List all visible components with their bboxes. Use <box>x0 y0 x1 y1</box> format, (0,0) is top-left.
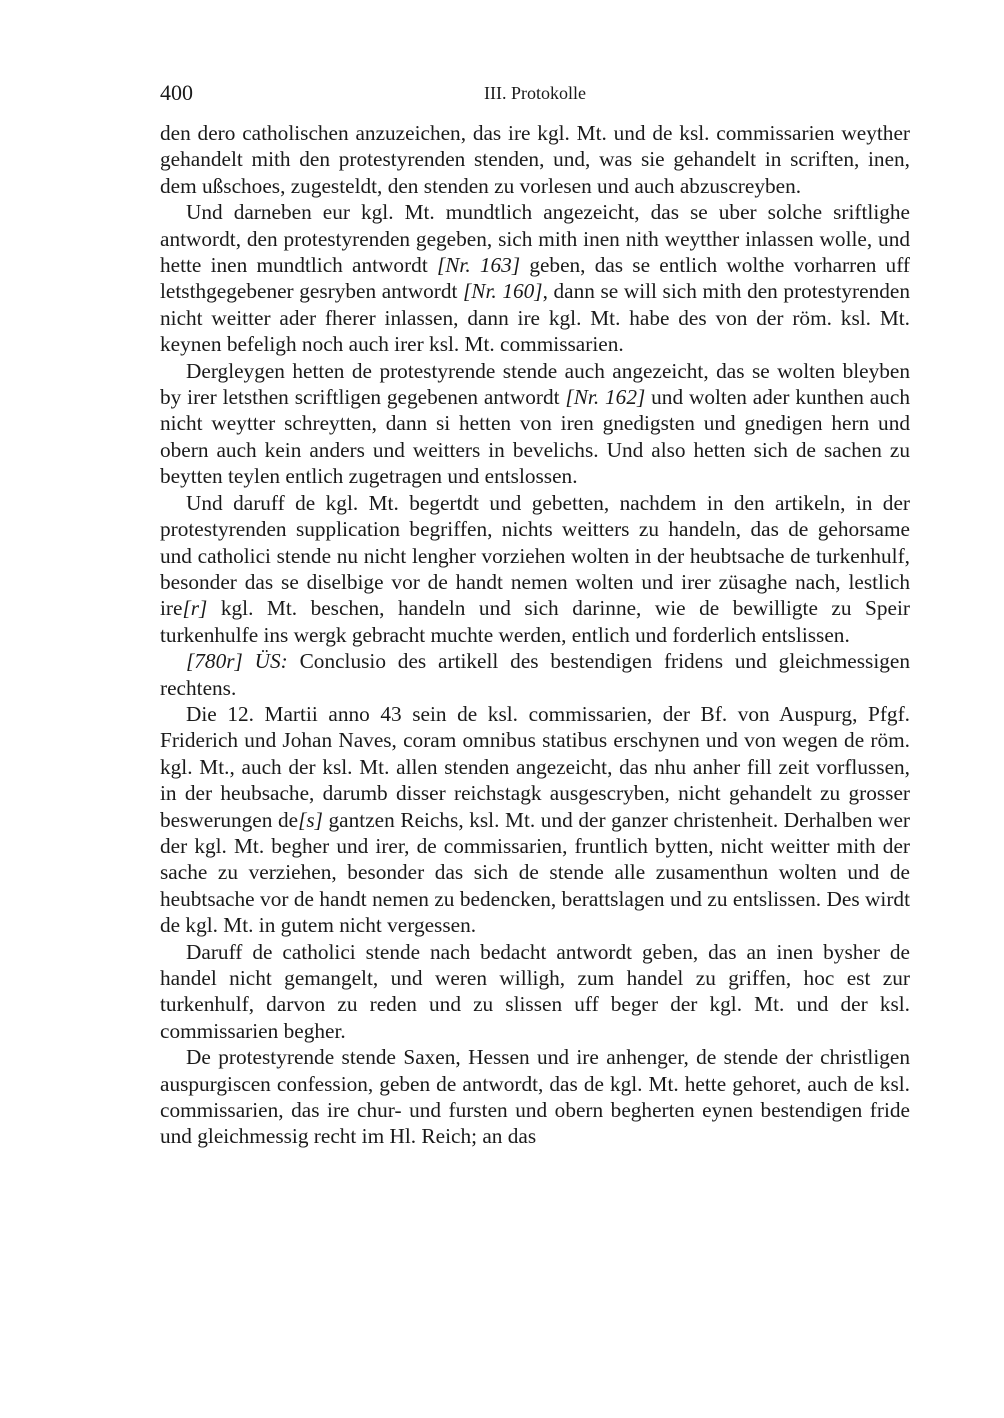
document-page <box>160 78 910 1150</box>
text-segment: De protestyrende stende Saxen, Hessen und ire anhenger, de stende der christligen auspurgiscen confession, geben de antwordt, das de kgl. Mt. hette gehoret, auch de ksl. commissarien, das ire chur- und fursten und obern begherten eynen bestendigen fride und gleichmessig recht im Hl. Reich; an das <box>160 1045 910 1149</box>
document-reference: [Nr. 160] <box>463 279 543 304</box>
paragraph <box>160 939 910 1045</box>
paragraph <box>160 490 910 648</box>
paragraph <box>160 358 910 490</box>
paragraph <box>160 648 910 701</box>
text-segment: Die 12. Martii anno 43 sein de ksl. commissarien, der Bf. von Auspurg, Pfgf. Friderich und Johan Naves, coram omnibus statibus erschynen und von wegen de röm. kgl. Mt., auch der ksl. Mt. allen stenden angezeicht, das nhu anher fill zeit vorflussen, in der heubsache, darumb disser reichstagk ausgescryben, nicht gehandelt zu grosser beswerungen de <box>160 701 910 832</box>
text-segment: , dann se will sich mith den protestyrenden nicht weitter ader fherer inlassen, dann ire kgl. Mt. habe des von der röm. ksl. Mt. keynen befeligh noch auch irer ksl. Mt. commissarien. <box>160 279 910 357</box>
paragraph <box>160 199 910 357</box>
text-segment: den dero catholischen anzuzeichen, das ire kgl. Mt. und de ksl. commissarien weyther gehandelt mith den protestyrenden stenden, und, was sie gehandelt in scriften, inen, dem ußschoes, zugesteldt, den stenden zu vorlesen und auch abzuscreyben. <box>160 121 910 198</box>
paragraph <box>160 1044 910 1150</box>
text-segment: gantzen Reichs, ksl. Mt. und der ganzer christenheit. Derhalben wer der kgl. Mt. begher und irer, de commissarien, fruntlich bytten, nicht weitter mith der sache zu verziehen, besonder das sich de stende alle zusamenthun wolten und de heubtsache vor de handt nemen zu bedencken, berattslagen und zu entslissen. Des wirdt de kgl. Mt. in gutem nicht vergessen. <box>160 807 910 938</box>
text-segment: Conclusio des artikell des bestendigen fridens und gleichmessigen rechtens. <box>160 649 910 700</box>
folio-marker: [780r] ÜS: <box>186 649 288 674</box>
text-segment: kgl. Mt. beschen, handeln und sich darinne, wie de bewilligte zu Speir turkenhulfe ins wergk gebracht muchte werden, entlich und forderlich entslissen. <box>160 596 910 647</box>
document-reference: [Nr. 163] <box>436 253 521 278</box>
document-reference: [Nr. 162] <box>565 385 646 410</box>
editorial-insertion: [r] <box>182 596 208 621</box>
text-segment: Dergleygen hetten de protestyrende stende auch angezeicht, das se wolten bleyben by irer letsthen scriftligen gegebenen antwordt <box>160 358 910 410</box>
text-segment: Und daruff de kgl. Mt. begertdt und gebetten, nachdem in den artikeln, in der protestyrenden supplication begriffen, nichts weitters zu handeln, das de gehorsame und catholici stende nu nicht lengher vorziehen wolten in der heubtsache de turkenhulf, besonder das se diselbige vor de handt nemen wolten und irer züsaghe nach, lestlich ire <box>160 490 910 621</box>
text-segment: Und darneben eur kgl. Mt. mundtlich angezeicht, das se uber solche sriftlighe antwordt, den protestyrenden gegeben, sich mith inen nith weytther inlassen wolle, und hette inen mundtlich antwordt <box>160 200 910 278</box>
paragraph <box>160 701 910 939</box>
text-segment: Daruff de catholici stende nach bedacht antwordt geben, das an inen bysher de handel nicht gemangelt, und weren willigh, zum handel zu griffen, hoc est zur turkenhulf, darvon zu reden und zu slissen uff beger der kgl. Mt. und der ksl. commissarien begher. <box>160 939 910 1043</box>
text-segment: geben, das se entlich wolthe vorharren uff letsthgegebener gesryben antwordt <box>160 253 910 304</box>
body-text <box>160 120 910 1150</box>
page-number: 400 <box>160 80 193 105</box>
section-title: III. Protokolle <box>484 83 586 103</box>
running-head <box>160 78 910 108</box>
text-segment: und wolten ader kunthen auch nicht weytter schreytten, dann si hetten von iren gnedigsten und gnedigen hern und obern auch kein anders und weitters in bevelichs. Und also hetten sich de sachen zu beytten teylen entlich zugetragen und entslossen. <box>160 385 910 489</box>
paragraph <box>160 120 910 199</box>
editorial-insertion: [s] <box>298 807 323 832</box>
